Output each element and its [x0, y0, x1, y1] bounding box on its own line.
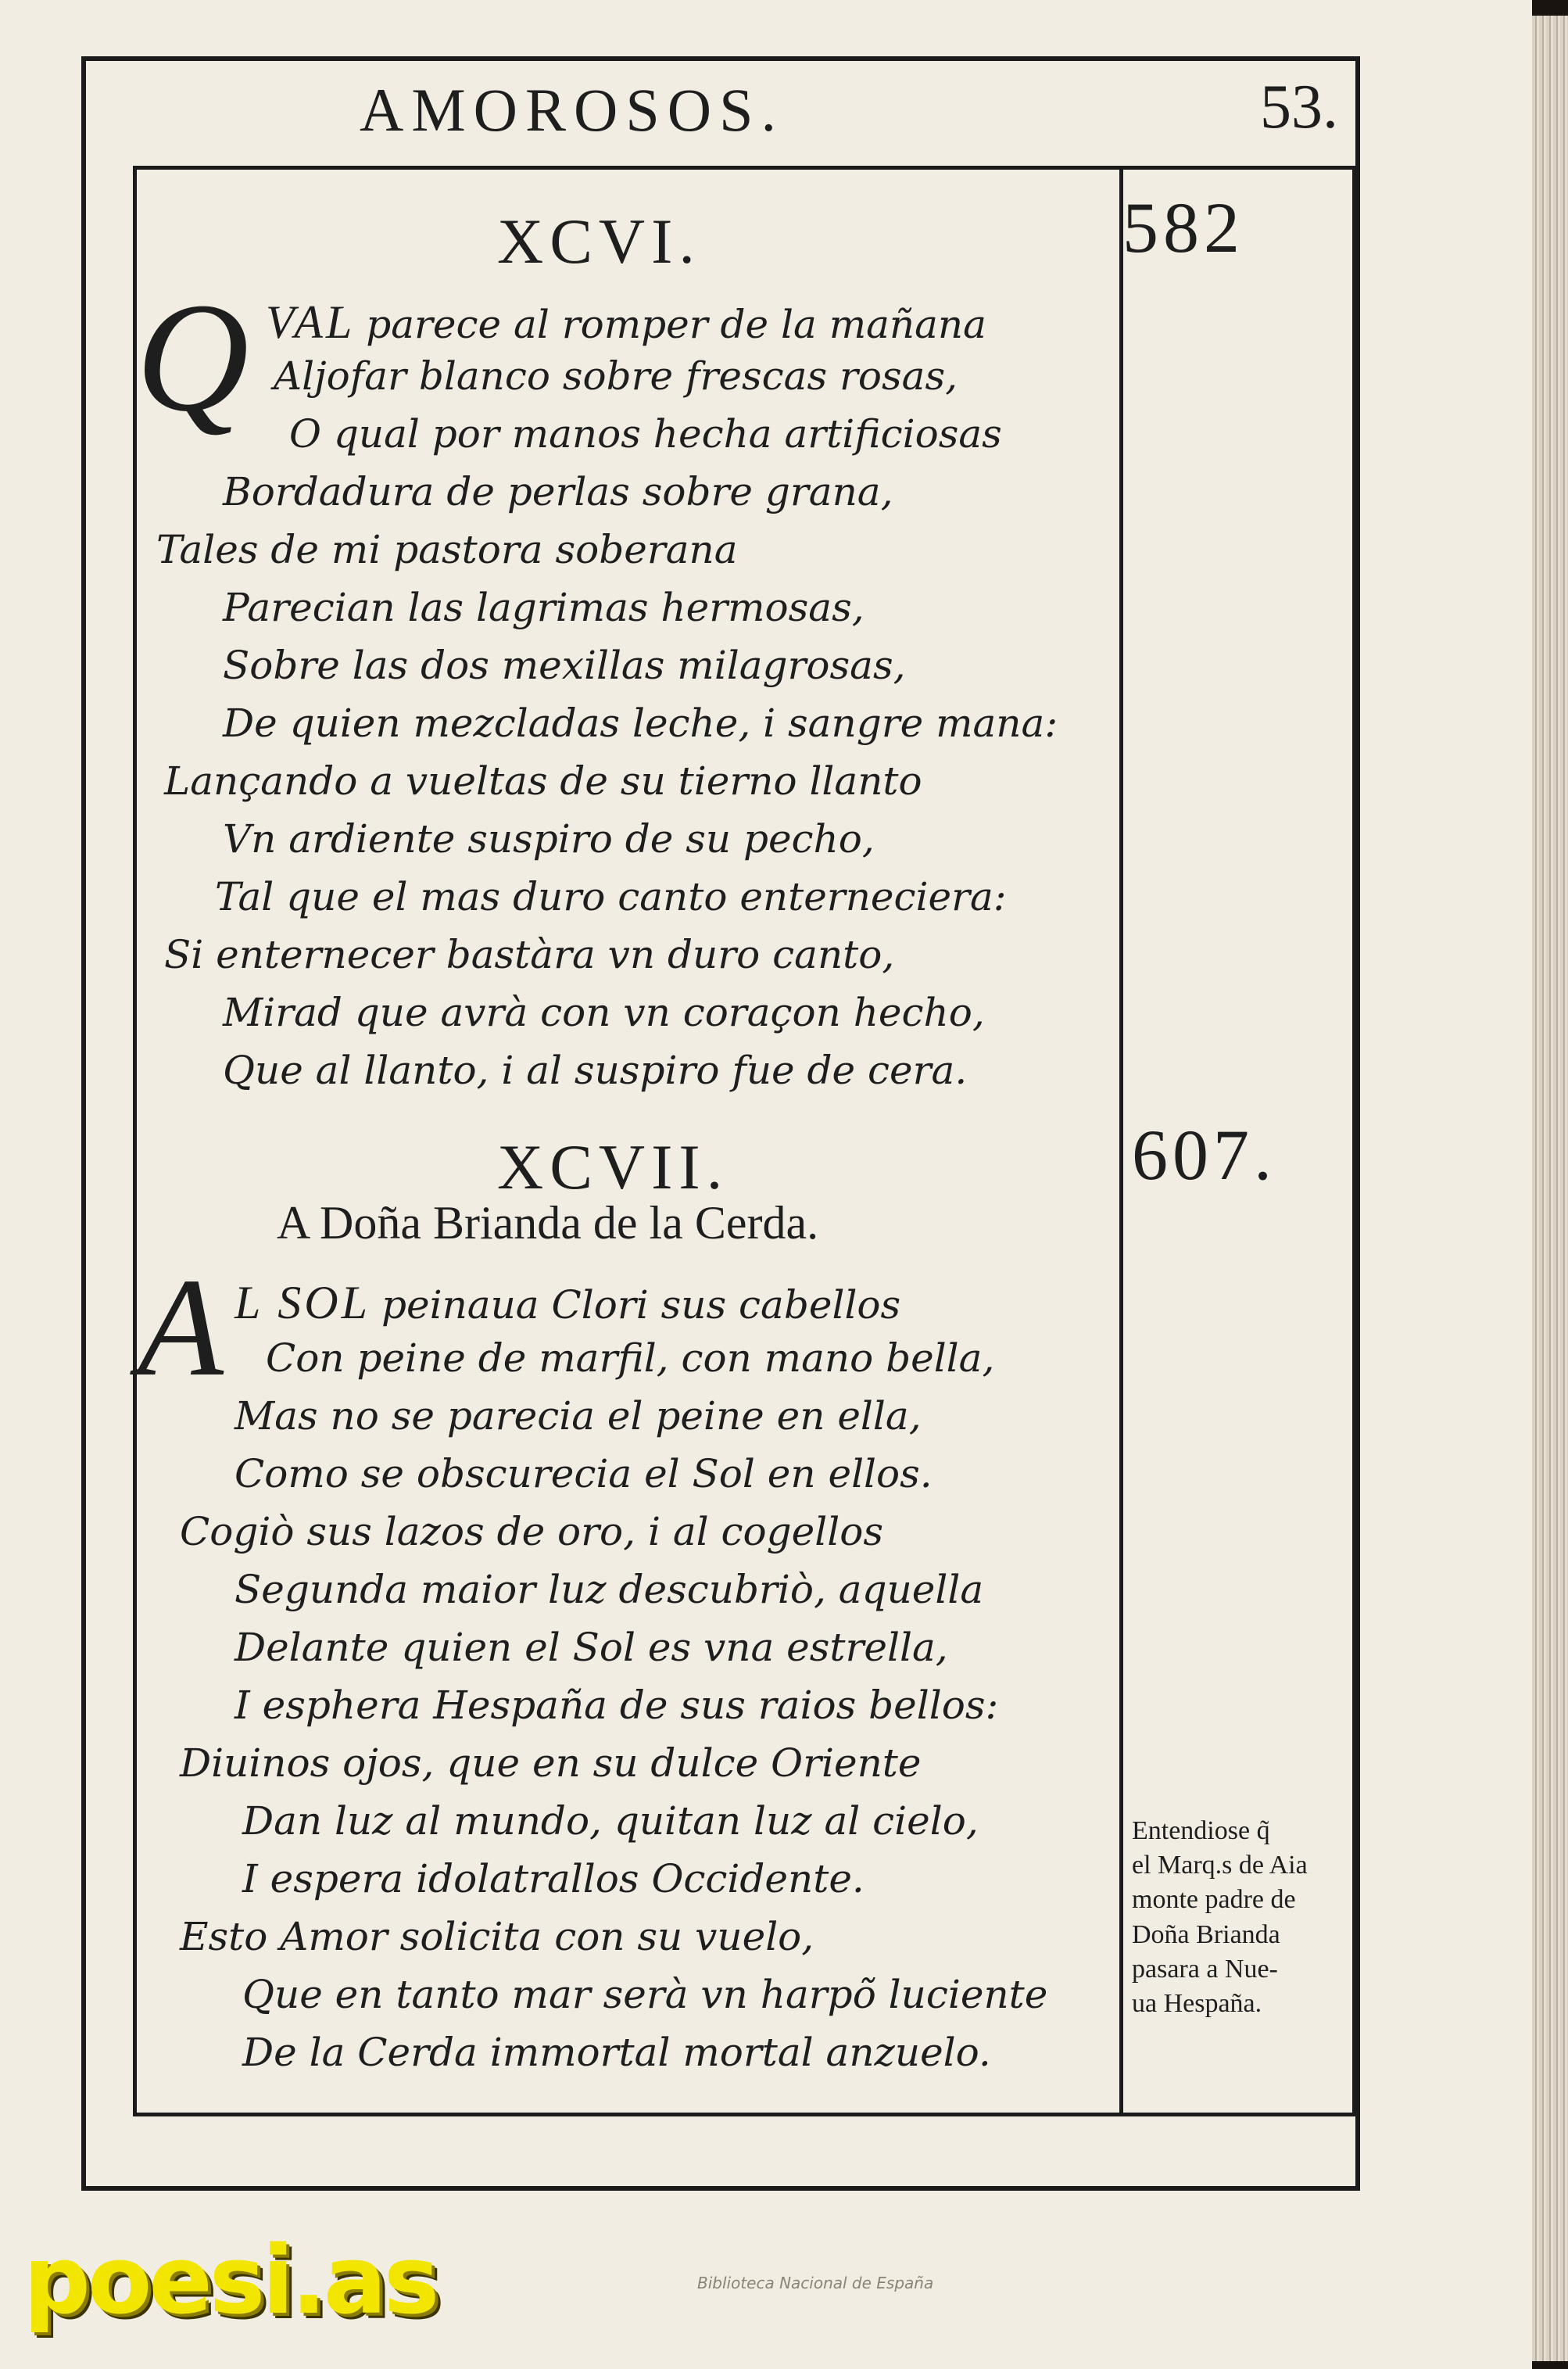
- verse-line: Esto Amor solicita con su vuelo,: [180, 1914, 814, 1959]
- verse-line: Mirad que avrà con vn coraçon hecho,: [223, 990, 985, 1035]
- verse-line: Dan luz al mundo, quitan luz al cielo,: [242, 1798, 979, 1844]
- verse-line: Delante quien el Sol es vna estrella,: [234, 1625, 948, 1670]
- marginal-note-line: Doña Brianda: [1132, 1919, 1280, 1949]
- verse-line: Mas no se parecia el peine en ella,: [234, 1393, 922, 1439]
- marginal-note-line: monte padre de: [1132, 1885, 1296, 1915]
- verse-line: Sobre las dos mexillas milagrosas,: [223, 643, 906, 688]
- marginal-note-line: el Marq.s de Aia: [1132, 1851, 1308, 1880]
- verse-line: L SOL peinaua Clori sus cabellos: [234, 1277, 901, 1328]
- lead-caps: VAL: [266, 296, 356, 348]
- verse-line: Como se obscurecia el Sol en ellos.: [234, 1451, 933, 1496]
- verse-line: Tal que el mas duro canto enterneciera:: [215, 874, 1007, 919]
- poesias-logo: poesi.as: [23, 2227, 437, 2335]
- verse-line: VAL parece al romper de la mañana: [266, 296, 986, 348]
- verse-line: Lançando a vueltas de su tierno llanto: [164, 758, 922, 804]
- marginal-note-line: pasara a Nue-: [1132, 1954, 1278, 1984]
- margin-column-divider: [1119, 166, 1123, 2116]
- verse-line: Diuinos ojos, que en su dulce Oriente: [180, 1740, 922, 1786]
- verse-line: De la Cerda immortal mortal anzuelo.: [242, 2030, 991, 2075]
- dedication: A Doña Brianda de la Cerda.: [277, 1197, 819, 1249]
- verse-line: Segunda maior luz descubriò, aquella: [234, 1567, 984, 1612]
- library-credit: Biblioteca Nacional de España: [697, 2274, 934, 2292]
- verse-line: I espera idolatrallos Occidente.: [242, 1856, 865, 1901]
- poem-number: XCVII.: [497, 1131, 729, 1202]
- poem-number: XCVI.: [497, 206, 701, 277]
- marginal-note: [1132, 1814, 1351, 2021]
- running-header: AMOROSOS.: [360, 76, 784, 144]
- marginal-note-line: ua Hespaña.: [1132, 1988, 1262, 2018]
- verse-line: Cogiò sus lazos de oro, i al cogellos: [180, 1509, 883, 1554]
- page-edges: [1532, 16, 1568, 2361]
- verse-line: Con peine de marfil, con mano bella,: [266, 1335, 995, 1381]
- verse-line: Aljofar blanco sobre frescas rosas,: [274, 353, 958, 399]
- verse-line: Si enternecer bastàra vn duro canto,: [164, 932, 895, 977]
- marginal-note-line: Entendiose q̃: [1132, 1816, 1270, 1845]
- verse-line: Vn ardiente suspiro de su pecho,: [223, 816, 875, 862]
- verse-line: De quien mezcladas leche, i sangre mana:: [223, 701, 1058, 746]
- verse-line: Que al llanto, i al suspiro fue de cera.: [223, 1048, 968, 1093]
- lead-caps: L SOL: [234, 1277, 371, 1328]
- verse-line: I esphera Hespaña de sus raios bellos:: [234, 1683, 999, 1728]
- verse-line: Que en tanto mar serà vn harpõ luciente: [242, 1972, 1048, 2017]
- drop-cap: Q: [136, 271, 249, 444]
- verse-line: Parecian las lagrimas hermosas,: [223, 585, 865, 630]
- margin-number: 607.: [1132, 1115, 1276, 1195]
- verse-line: Bordadura de perlas sobre grana,: [223, 469, 893, 514]
- margin-number: 582: [1122, 188, 1244, 267]
- drop-cap: A: [138, 1249, 224, 1405]
- verse-line: O qual por manos hecha artificiosas: [289, 411, 1002, 457]
- verse-line: Tales de mi pastora soberana: [156, 527, 738, 572]
- page-number: 53.: [1260, 73, 1338, 142]
